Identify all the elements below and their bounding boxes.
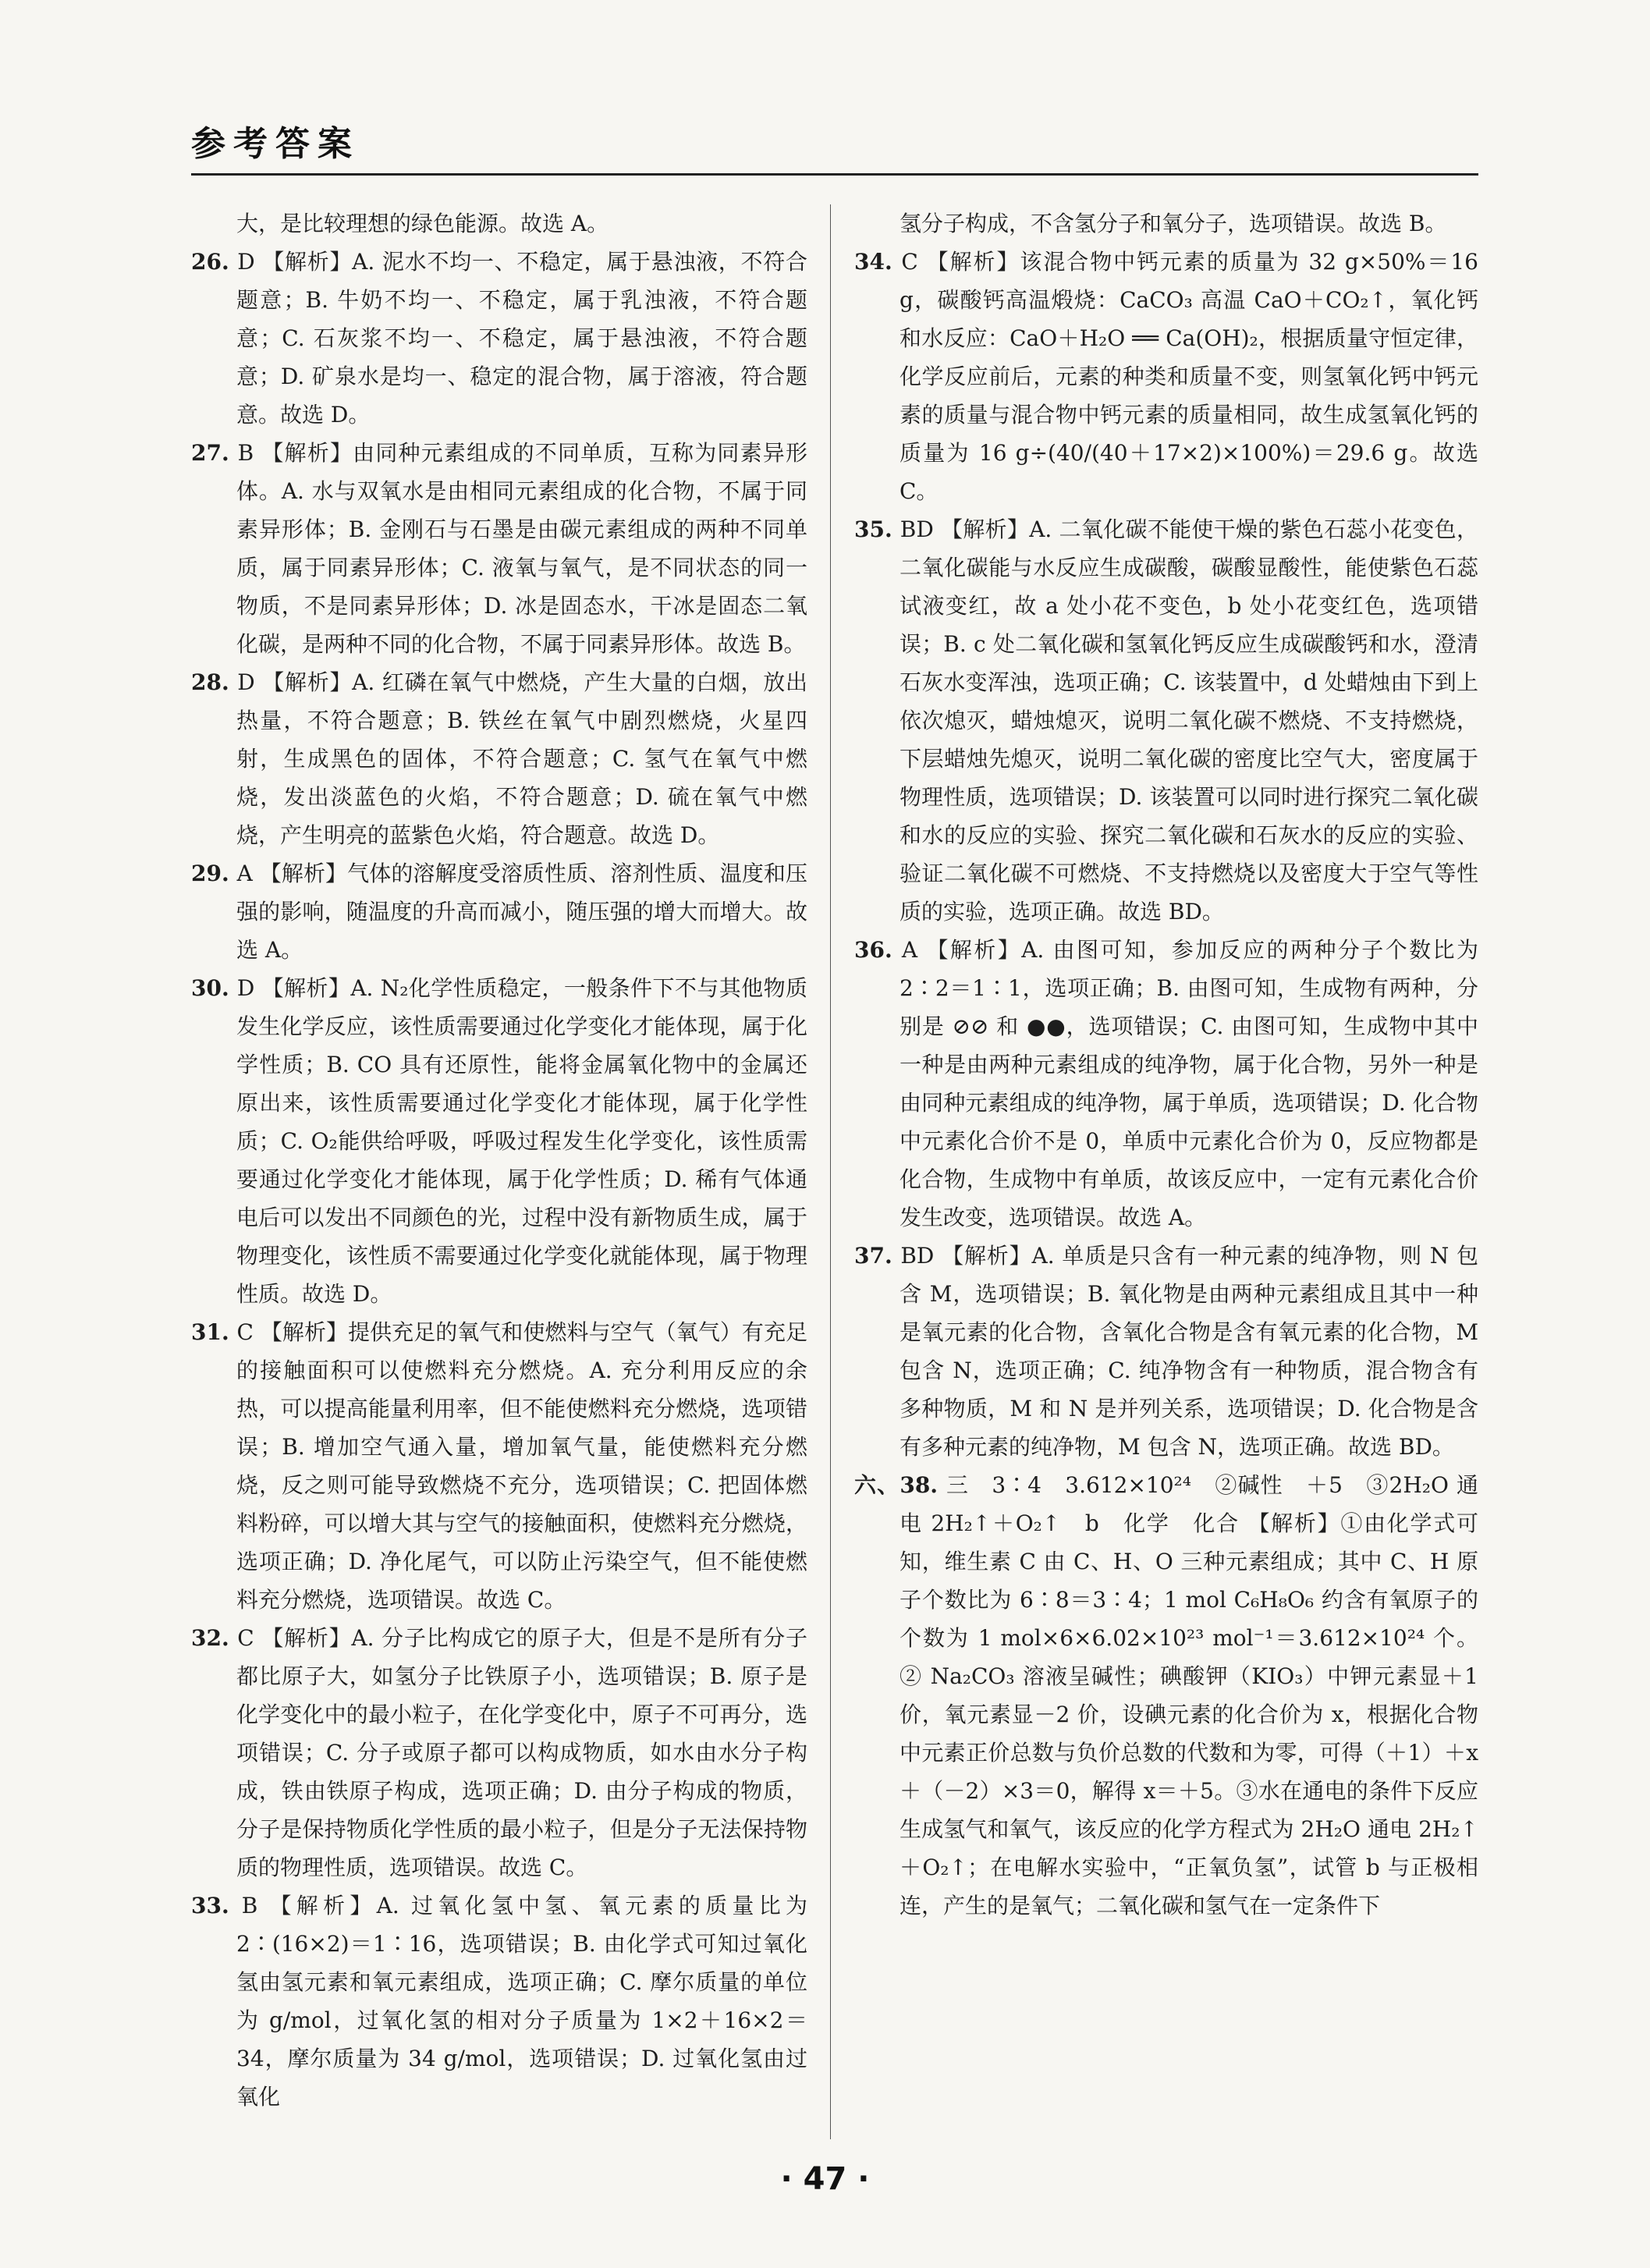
answer-text: D 【解析】A. 泥水不均一、不稳定，属于悬浊液，不符合题意；B. 牛奶不均一、不稳定，属于乳浊液，不符合题意；C. 石灰浆不均一、不稳定，属于悬浊液，不符合题意；D. 矿泉水是均一、稳定的混合物，属于溶液，符合题意。故选 D。 xyxy=(236,249,807,428)
answer-item xyxy=(191,1886,807,2116)
answer-number: 37. xyxy=(854,1243,901,1269)
answer-number: 28. xyxy=(191,669,238,695)
answer-text: 大，是比较理想的绿色能源。故选 A。 xyxy=(236,211,609,236)
answer-item xyxy=(854,931,1478,1237)
answer-text: A 【解析】气体的溶解度受溶质性质、溶剂性质、温度和压强的影响，随温度的升高而减小，随压强的增大而增大。故选 A。 xyxy=(236,861,807,963)
answer-number: 30. xyxy=(191,975,237,1001)
answer-text: D 【解析】A. 红磷在氧气中燃烧，产生大量的白烟，放出热量，不符合题意；B. 铁丝在氧气中剧烈燃烧，火星四射，生成黑色的固体，不符合题意；C. 氢气在氧气中燃烧，发出淡蓝色的火焰，不符合题意；D. 硫在氧气中燃烧，产生明亮的蓝紫色火焰，符合题意。故选 D。 xyxy=(236,669,807,848)
page-header xyxy=(191,117,1478,176)
answer-item xyxy=(191,1619,807,1886)
answer-number: 26. xyxy=(191,249,238,275)
right-column xyxy=(854,204,1478,2155)
answer-item xyxy=(191,204,807,243)
answer-item xyxy=(854,1466,1478,1925)
answer-item xyxy=(191,1313,807,1619)
answer-item xyxy=(854,1237,1478,1466)
answer-item xyxy=(854,243,1478,510)
answer-number: 27. xyxy=(191,440,238,466)
answer-text: A 【解析】A. 由图可知，参加反应的两种分子个数比为 2∶2＝1∶1，选项正确；B. 由图可知，生成物有两种，分别是 ⊘⊘ 和 ●●，选项错误；C. 由图可知，生成物中其中一种是由两种元素组成的纯净物，属于化合物，另外一种是由同种元素组成的纯净物，属于单质，选项错误；D. 化合物中元素化合价不是 0，单质中元素化合价为 0，反应物都是化合物，生成物中有单质，故该反应中，一定有元素化合价发生改变，选项错误。故选 A。 xyxy=(900,937,1478,1230)
answer-text: 三 3∶4 3.612×10²⁴ ②碱性 ＋5 ③2H₂O 通电 2H₂↑＋O₂↑ b 化学 化合 【解析】①由化学式可知，维生素 C 由 C、H、O 三种元素组成；其中 C、H 原子个数比为 6∶8＝3∶4；1 mol C₆H₈O₆ 约含有氧原子的个数为 1 mol×6×6.02×10²³ mol⁻¹＝3.612×10²⁴ 个。② Na₂CO₃ 溶液呈碱性；碘酸钾（KIO₃）中钾元素显＋1 价，氧元素显－2 价，设碘元素的化合价为 x，根据化合物中元素正价总数与负价总数的代数和为零，可得（＋1）＋x＋（－2）×3＝0，解得 x＝＋5。③水在通电的条件下反应生成氢气和氧气，该反应的化学方程式为 2H₂O 通电 2H₂↑＋O₂↑；在电解水实验中，“正氧负氢”，试管 b 与正极相连，产生的是氧气；二氧化碳和氢气在一定条件下 xyxy=(900,1472,1478,1918)
answer-number: 33. xyxy=(191,1893,242,1918)
answer-item xyxy=(191,663,807,854)
answer-number: 32. xyxy=(191,1625,238,1651)
answer-item xyxy=(191,243,807,434)
page-number: · 47 · xyxy=(780,2161,870,2197)
answer-item xyxy=(191,854,807,969)
answer-text: BD 【解析】A. 二氧化碳不能使干燥的紫色石蕊小花变色，二氧化碳能与水反应生成碳酸，碳酸显酸性，能使紫色石蕊试液变红，故 a 处小花不变色，b 处小花变红色，选项错误；B. c 处二氧化碳和氢氧化钙反应生成碳酸钙和水，澄清石灰水变浑浊，选项正确；C. 该装置中，d 处蜡烛由下到上依次熄灭，蜡烛熄灭，说明二氧化碳不燃烧、不支持燃烧，下层蜡烛先熄灭，说明二氧化碳的密度比空气大，密度属于物理性质，选项错误；D. 该装置可以同时进行探究二氧化碳和水的反应的实验、探究二氧化碳和石灰水的反应的实验、验证二氧化碳不可燃烧、不支持燃烧以及密度大于空气等性质的实验，选项正确。故选 BD。 xyxy=(900,516,1478,925)
answer-text: C 【解析】A. 分子比构成它的原子大，但是不是所有分子都比原子大，如氢分子比铁原子小，选项错误；B. 原子是化学变化中的最小粒子，在化学变化中，原子不可再分，选项错误；C. 分子或原子都可以构成物质，如水由水分子构成，铁由铁原子构成，选项正确；D. 由分子构成的物质，分子是保持物质化学性质的最小粒子，但是分子无法保持物质的物理性质，选项错误。故选 C。 xyxy=(236,1625,807,1880)
answer-number: 29. xyxy=(191,861,237,886)
answer-text: BD 【解析】A. 单质是只含有一种元素的纯净物，则 N 包含 M，选项错误；B. 氧化物是由两种元素组成且其中一种是氧元素的化合物，含氧化合物是含有氧元素的化合物，M 包含 N，选项正确；C. 纯净物含有一种物质，混合物含有多种物质，M 和 N 是并列关系，选项错误；D. 化合物是含有多种元素的纯净物，M 包含 N，选项正确。故选 BD。 xyxy=(900,1243,1478,1460)
answer-number: 35. xyxy=(854,516,900,542)
answer-text: 氢分子构成，不含氢分子和氧分子，选项错误。故选 B。 xyxy=(900,211,1447,236)
answer-item xyxy=(854,204,1478,243)
header-title: 参考答案 xyxy=(191,124,360,164)
left-column xyxy=(191,204,807,2155)
answer-number: 31. xyxy=(191,1319,237,1345)
answer-text: D 【解析】A. N₂化学性质稳定，一般条件下不与其他物质发生化学反应，该性质需要通过化学变化才能体现，属于化学性质；B. CO 具有还原性，能将金属氧化物中的金属还原出来，该性质需要通过化学变化才能体现，属于化学性质；C. O₂能供给呼吸，呼吸过程发生化学变化，该性质需要通过化学变化才能体现，属于化学性质；D. 稀有气体通电后可以发出不同颜色的光，过程中没有新物质生成，属于物理变化，该性质不需要通过化学变化就能体现，属于物理性质。故选 D。 xyxy=(236,975,807,1307)
column-divider xyxy=(830,204,831,2139)
answer-item xyxy=(191,969,807,1313)
answer-text: B 【解析】A. 过氧化氢中氢、氧元素的质量比为 2∶(16×2)＝1∶16，选项错误；B. 由化学式可知过氧化氢由氢元素和氧元素组成，选项正确；C. 摩尔质量的单位为 g/mol，过氧化氢的相对分子质量为 1×2＋16×2＝34，摩尔质量为 34 g/mol，选项错误；D. 过氧化氢由过氧化 xyxy=(236,1893,807,2110)
answer-item xyxy=(191,434,807,663)
answer-text: C 【解析】该混合物中钙元素的质量为 32 g×50%＝16 g，碳酸钙高温煅烧：CaCO₃ 高温 CaO＋CO₂↑，氧化钙和水反应：CaO＋H₂O ══ Ca(OH)₂，根据质量守恒定律，化学反应前后，元素的种类和质量不变，则氢氧化钙中钙元素的质量与混合物中钙元素的质量相同，故生成氢氧化钙的质量为 16 g÷(40/(40＋17×2)×100%)＝29.6 g。故选 C。 xyxy=(900,249,1478,504)
answer-number: 34. xyxy=(854,249,902,275)
answer-number: 36. xyxy=(854,937,902,963)
answer-text: B 【解析】由同种元素组成的不同单质，互称为同素异形体。A. 水与双氧水是由相同元素组成的化合物，不属于同素异形体；B. 金刚石与石墨是由碳元素组成的两种不同单质，属于同素异形体；C. 液氧与氧气，是不同状态的同一物质，不是同素异形体；D. 冰是固态水，干冰是固态二氧化碳，是两种不同的化合物，不属于同素异形体。故选 B。 xyxy=(236,440,807,657)
answer-item xyxy=(854,510,1478,931)
answer-number: 六、38. xyxy=(854,1472,946,1498)
answer-text: C 【解析】提供充足的氧气和使燃料与空气（氧气）有充足的接触面积可以使燃料充分燃烧。A. 充分利用反应的余热，可以提高能量利用率，但不能使燃料充分燃烧，选项错误；B. 增加空气通入量，增加氧气量，能使燃料充分燃烧，反之则可能导致燃烧不充分，选项错误；C. 把固体燃料粉碎，可以增大其与空气的接触面积，使燃料充分燃烧，选项正确；D. 净化尾气，可以防止污染空气，但不能使燃料充分燃烧，选项错误。故选 C。 xyxy=(236,1319,807,1613)
